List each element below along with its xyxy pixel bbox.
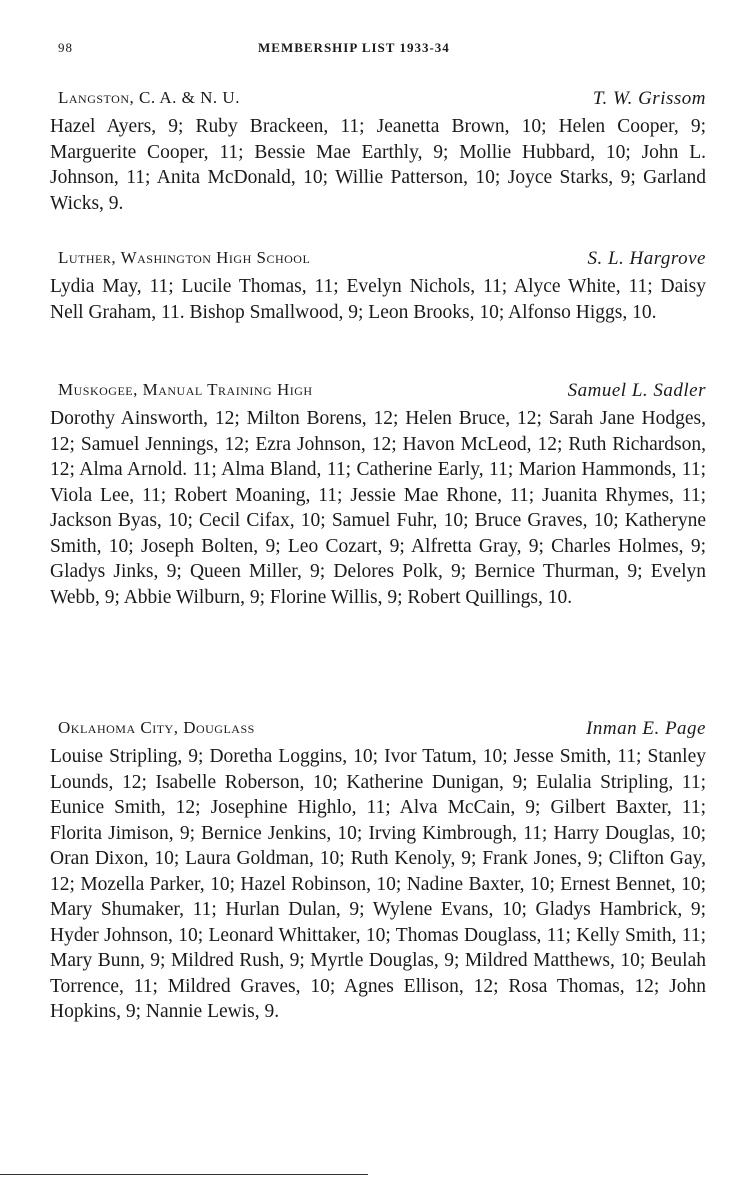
- member-list: Hazel Ayers, 9; Ruby Brackeen, 11; Jeanetta Brown, 10; Helen Cooper, 9; Marguerite Cooper, 11; Bessie Mae Earthly, 9; Mollie Hubbard, 10; John L. Johnson, 11; Anita McDonald, 10; Willie Patterson, 10; Joyce Starks, 9; Garland Wicks, 9.: [50, 116, 706, 214]
- school-section-luther: [44, 248, 706, 325]
- section-heading: [44, 718, 706, 744]
- school-section-muskogee: [44, 380, 706, 610]
- school-section-oklahoma-city: [44, 718, 706, 1025]
- member-list: Louise Stripling, 9; Doretha Loggins, 10; Ivor Tatum, 10; Jesse Smith, 11; Stanley Lounds, 12; Isabelle Roberson, 10; Katherine Dunigan, 9; Eulalia Stripling, 11; Eunice Smith, 12; Josephine Highlo, 11; Alva McCain, 9; Gilbert Baxter, 11; Florita Jimison, 9; Bernice Jenkins, 10; Irving Kimbrough, 11; Harry Douglas, 10; Oran Dixon, 10; Laura Goldman, 10; Ruth Kenoly, 9; Frank Jones, 9; Clifton Gay, 12; Mozella Parker, 10; Hazel Robinson, 10; Nadine Baxter, 10; Ernest Bennet, 10; Mary Shumaker, 11; Hurlan Dulan, 9; Wylene Evans, 10; Gladys Hambrick, 9; Hyder Johnson, 10; Leonard Whittaker, 10; Thomas Douglass, 11; Kelly Smith, 11; Mary Bunn, 9; Mildred Rush, 9; Myrtle Douglas, 9; Mildred Matthews, 10; Beulah Torrence, 11; Mildred Graves, 10; Agnes Ellison, 12; Rosa Thomas, 12; John Hopkins, 9; Nannie Lewis, 9.: [50, 746, 706, 1022]
- running-title: MEMBERSHIP LIST 1933-34: [258, 40, 450, 55]
- section-heading: [44, 380, 706, 406]
- section-heading: [44, 88, 706, 114]
- school-name: Muskogee, Manual Training High: [58, 380, 313, 399]
- school-name: Luther, Washington High School: [58, 248, 311, 267]
- school-name: Oklahoma City, Douglass: [58, 718, 255, 737]
- member-list: Dorothy Ainsworth, 12; Milton Borens, 12; Helen Bruce, 12; Sarah Jane Hodges, 12; Samuel Jennings, 12; Ezra Johnson, 12; Havon McLeod, 12; Ruth Richardson, 12; Alma Arnold. 11; Alma Bland, 11; Catherine Early, 11; Marion Hammonds, 11; Viola Lee, 11; Robert Moaning, 11; Jessie Mae Rhone, 11; Juanita Rhymes, 11; Jackson Byas, 10; Cecil Cifax, 10; Samuel Fuhr, 10; Bruce Graves, 10; Katheryne Smith, 10; Joseph Bolten, 9; Leo Cozart, 9; Alfretta Gray, 9; Charles Holmes, 9; Gladys Jinks, 9; Queen Miller, 9; Delores Polk, 9; Bernice Thurman, 9; Evelyn Webb, 9; Abbie Wilburn, 9; Florine Willis, 9; Robert Quillings, 10.: [50, 408, 706, 608]
- sponsor-name: Samuel L. Sadler: [567, 380, 706, 401]
- sponsor-name: S. L. Hargrove: [587, 248, 706, 269]
- member-list: Lydia May, 11; Lucile Thomas, 11; Evelyn Nichols, 11; Alyce White, 11; Daisy Nell Graham, 11. Bishop Smallwood, 9; Leon Brooks, 10; Alfonso Higgs, 10.: [50, 276, 706, 323]
- sponsor-name: Inman E. Page: [586, 718, 706, 739]
- footer-rule: [0, 1174, 368, 1175]
- running-head: [58, 40, 710, 60]
- school-section-langston: [44, 88, 706, 216]
- section-heading: [44, 248, 706, 274]
- sponsor-name: T. W. Grissom: [592, 88, 706, 109]
- school-name: Langston, C. A. & N. U.: [58, 88, 240, 107]
- page-number: 98: [58, 40, 73, 55]
